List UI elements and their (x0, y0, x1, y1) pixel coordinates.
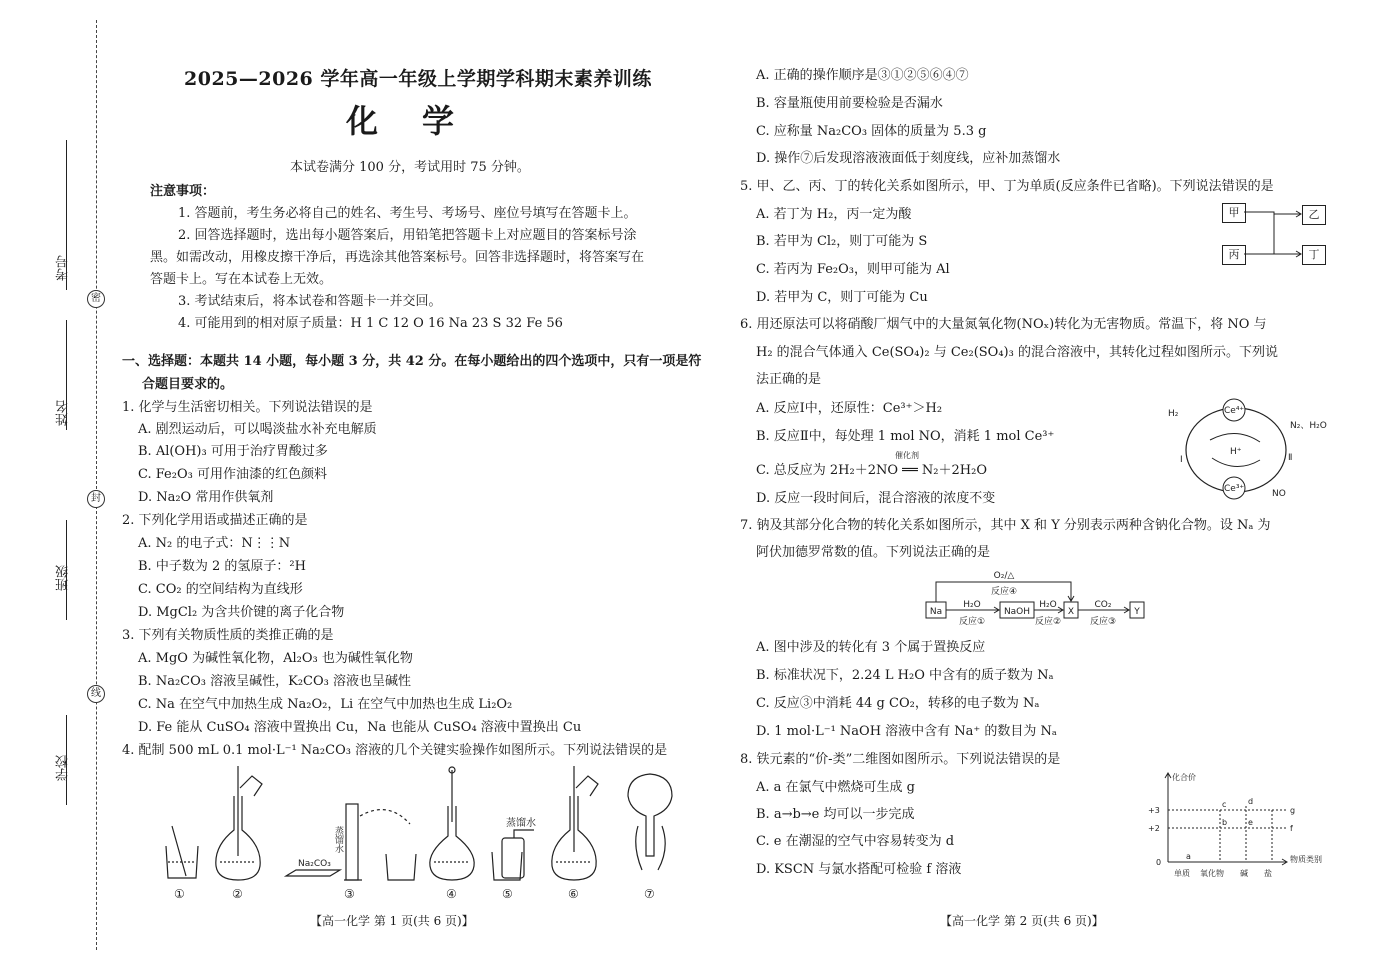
q7-arrow-label: 反应③ (1089, 617, 1117, 627)
question-stem: 5. 甲、乙、丙、丁的转化关系如图所示，甲、丁为单质(反应条件已省略)。下列说法错误的是 (740, 179, 1274, 194)
page-1 (118, 0, 728, 972)
option: A. MgO 为碱性氧化物，Al₂O₃ 也为碱性氧化物 (138, 651, 413, 666)
q6-ce4: Ce⁴⁺ (1224, 406, 1245, 416)
fig-label: ⑥ (568, 887, 579, 901)
q7-arrow-label: 反应① (958, 617, 986, 627)
catalyst-label: 催化剂 (895, 451, 919, 460)
fig-distilled-water-2: 蒸馏水 (333, 826, 343, 853)
q7-node: Y (1134, 607, 1140, 617)
q8-ytick: +3 (1148, 806, 1160, 815)
option: C. 若丙为 Fe₂O₃，则甲可能为 Al (756, 262, 950, 277)
q5-box-ding: 丁 (1302, 245, 1326, 265)
question-stem: 1. 化学与生活密切相关。下列说法错误的是 (122, 400, 373, 415)
option: A. 若丁为 H₂，丙一定为酸 (756, 207, 912, 222)
q8-point-g: g (1290, 806, 1296, 815)
exam-number-label: 考号 (56, 255, 71, 281)
q8-xtick: 氧化物 (1200, 869, 1224, 878)
option: C. 总反应为 2H₂＋2NO ══ N₂＋2H₂O (756, 463, 987, 478)
page-1-footer: 【高一化学 第 1 页(共 6 页)】 (310, 914, 474, 928)
option: D. KSCN 与氯水搭配可检验 f 溶液 (756, 862, 962, 877)
q7-top-reaction: 反应④ (990, 587, 1018, 597)
option: A. 剧烈运动后，可以喝淡盐水补充电解质 (138, 422, 377, 437)
q8-ytick: 0 (1156, 858, 1162, 867)
name-label: 姓名 (56, 400, 71, 426)
option: D. MgCl₂ 为含共价键的离子化合物 (138, 605, 345, 620)
notice-line: 答题卡上。写在本试卷上无效。 (150, 272, 333, 287)
question-stem: 8. 铁元素的“价-类”二维图如图所示。下列说法错误的是 (740, 752, 1061, 767)
q6-reaction-ii: Ⅱ (1288, 453, 1293, 463)
q5-box-yi: 乙 (1302, 205, 1326, 225)
option: A. 图中涉及的转化有 3 个属于置换反应 (756, 640, 986, 655)
fig-distilled-water: 蒸馏水 (506, 818, 536, 829)
option: D. 1 mol·L⁻¹ NaOH 溶液中含有 Na⁺ 的数目为 Nₐ (756, 724, 1057, 739)
q8-ylabel: 化合价 (1172, 773, 1196, 782)
option: A. 反应Ⅰ中，还原性：Ce³⁺＞H₂ (756, 401, 943, 416)
question-stem: 3. 下列有关物质性质的类推正确的是 (122, 628, 334, 643)
option: A. 正确的操作顺序是③①②⑤⑥④⑦ (756, 68, 969, 83)
option: B. 标准状况下，2.24 L H₂O 中含有的质子数为 Nₐ (756, 668, 1054, 683)
q8-point-d: d (1248, 797, 1254, 806)
option: D. Fe 能从 CuSO₄ 溶液中置换出 Cu，Na 也能从 CuSO₄ 溶液中置换出 Cu (138, 720, 582, 735)
q7-arrow-label: H₂O (1039, 600, 1057, 610)
page-2 (740, 0, 1360, 972)
q6-ce3: Ce³⁺ (1224, 484, 1245, 494)
q8-xtick: 单质 (1174, 869, 1190, 878)
class-label: 班级 (56, 565, 71, 591)
option: D. 操作⑦后发现溶液液面低于刻度线，应补加蒸馏水 (756, 151, 1061, 166)
option: C. Na 在空气中加热生成 Na₂O₂，Li 在空气中加热也生成 Li₂O₂ (138, 697, 513, 712)
option: C. 反应③中消耗 44 g CO₂，转移的电子数为 Nₐ (756, 696, 1040, 711)
q7-sodium-figure (924, 568, 1164, 628)
experiment-figure (158, 766, 678, 906)
option: A. N₂ 的电子式：N⋮⋮N (138, 536, 291, 551)
notice-heading: 注意事项： (150, 184, 216, 199)
question-stem: H₂ 的混合气体通入 Ce(SO₄)₂ 与 Ce₂(SO₄)₃ 的混合溶液中，其转化过程如图所示。下列说 (756, 345, 1278, 360)
subject-title: 化学 (346, 102, 499, 140)
seal-mark-xian: 线 (87, 685, 105, 703)
option: B. 若甲为 Cl₂，则丁可能为 S (756, 234, 928, 249)
option: A. a 在氯气中燃烧可生成 g (756, 780, 915, 795)
cut-line (96, 20, 97, 950)
q6-reaction-i: Ⅰ (1180, 455, 1183, 465)
fig-label: ④ (446, 887, 457, 901)
option: D. 反应一段时间后，混合溶液的浓度不变 (756, 491, 996, 506)
q5-box-jia: 甲 (1222, 203, 1246, 223)
question-stem: 法正确的是 (756, 372, 822, 387)
q8-valence-figure (1136, 770, 1322, 882)
option: B. a→b→e 均可以一步完成 (756, 807, 915, 822)
fig-na2co3: Na₂CO₃ (298, 859, 331, 869)
question-stem: 阿伏加德罗常数的值。下列说法正确的是 (756, 545, 991, 560)
fig-label: ③ (344, 887, 355, 901)
option: B. Al(OH)₃ 可用于治疗胃酸过多 (138, 444, 328, 459)
school-label: 学校 (56, 755, 71, 781)
seal-mark-mi: 密 (87, 290, 105, 308)
notice-line: 1. 答题前，考生务必将自己的姓名、考生号、考场号、座位号填写在答题卡上。 (178, 206, 637, 221)
notice-line: 3. 考试结束后，将本试卷和答题卡一并交回。 (178, 294, 442, 309)
q7-arrow-label: 反应② (1034, 617, 1062, 627)
q8-point-c: c (1222, 800, 1227, 809)
q6-n2-h2o: N₂、H₂O (1290, 421, 1327, 431)
question-stem: 4. 配制 500 mL 0.1 mol·L⁻¹ Na₂CO₃ 溶液的几个关键实验操作如图所示。下列说法错误的是 (122, 743, 668, 758)
q7-top-condition: O₂/△ (993, 571, 1015, 581)
q8-ytick: +2 (1148, 824, 1160, 833)
q7-arrow-label: H₂O (963, 600, 981, 610)
q6-h-plus: H⁺ (1230, 447, 1242, 457)
page-2-footer: 【高一化学 第 2 页(共 6 页)】 (940, 914, 1104, 928)
fig-label: ⑤ (502, 887, 513, 901)
option: C. 应称量 Na₂CO₃ 固体的质量为 5.3 g (756, 124, 987, 139)
q7-node: X (1067, 607, 1075, 617)
q8-xtick: 盐 (1264, 869, 1272, 878)
option: B. 容量瓶使用前要检验是否漏水 (756, 96, 943, 111)
q6-cycle-figure (1160, 396, 1340, 506)
q7-node: Na (929, 607, 943, 617)
q6-no: NO (1272, 489, 1286, 499)
q7-node: NaOH (1003, 607, 1031, 617)
question-stem: 2. 下列化学用语或描述正确的是 (122, 513, 308, 528)
option: C. e 在潮湿的空气中容易转变为 d (756, 834, 955, 849)
fig-label: ② (232, 887, 243, 901)
section-heading: 一、选择题：本题共 14 小题，每小题 3 分，共 42 分。在每小题给出的四个选项中，只有一项是符 (122, 354, 702, 369)
exam-intro: 本试卷满分 100 分，考试用时 75 分钟。 (290, 160, 530, 175)
binding-strip (0, 0, 118, 972)
option: B. Na₂CO₃ 溶液呈碱性，K₂CO₃ 溶液也呈碱性 (138, 674, 411, 689)
option: B. 反应Ⅱ中，每处理 1 mol NO，消耗 1 mol Ce³⁺ (756, 429, 1055, 444)
question-stem: 6. 用还原法可以将硝酸厂烟气中的大量氮氧化物(NOₓ)转化为无害物质。常温下，将 NO 与 (740, 317, 1267, 332)
q5-connectors (1244, 204, 1304, 266)
option: C. CO₂ 的空间结构为直线形 (138, 582, 303, 597)
notice-line: 2. 回答选择题时，选出每小题答案后，用铅笔把答题卡上对应题目的答案标号涂 (178, 228, 637, 243)
question-stem: 7. 钠及其部分化合物的转化关系如图所示，其中 X 和 Y 分别表示两种含钠化合物。设 Nₐ 为 (740, 518, 1271, 533)
notice-line: 4. 可能用到的相对原子质量：H 1 C 12 O 16 Na 23 S 32 Fe 56 (178, 316, 563, 331)
option: D. 若甲为 C，则丁可能为 Cu (756, 290, 928, 305)
q8-xtick: 碱 (1240, 869, 1248, 878)
q8-point-a: a (1186, 852, 1191, 861)
seal-mark-feng: 封 (87, 490, 105, 508)
fig-label: ① (174, 887, 185, 901)
q6-h2: H₂ (1168, 409, 1179, 419)
exam-title: 2025—2026 学年高一年级上学期学科期末素养训练 (184, 68, 652, 90)
option: C. Fe₂O₃ 可用作油漆的红色颜料 (138, 467, 327, 482)
q8-point-e: e (1248, 818, 1253, 827)
q7-arrow-label: CO₂ (1094, 600, 1112, 610)
q8-point-f: f (1290, 824, 1293, 833)
q5-box-bing: 丙 (1222, 245, 1246, 265)
q8-xlabel: 物质类别 (1290, 855, 1322, 864)
option: D. Na₂O 常用作供氧剂 (138, 490, 274, 505)
fig-label: ⑦ (644, 887, 655, 901)
section-heading: 合题目要求的。 (142, 377, 234, 392)
notice-line: 黑。如需改动，用橡皮擦干净后，再选涂其他答案标号。回答非选择题时，将答案写在 (150, 250, 645, 265)
q8-point-b: b (1222, 818, 1228, 827)
option: B. 中子数为 2 的氢原子：²H (138, 559, 306, 574)
